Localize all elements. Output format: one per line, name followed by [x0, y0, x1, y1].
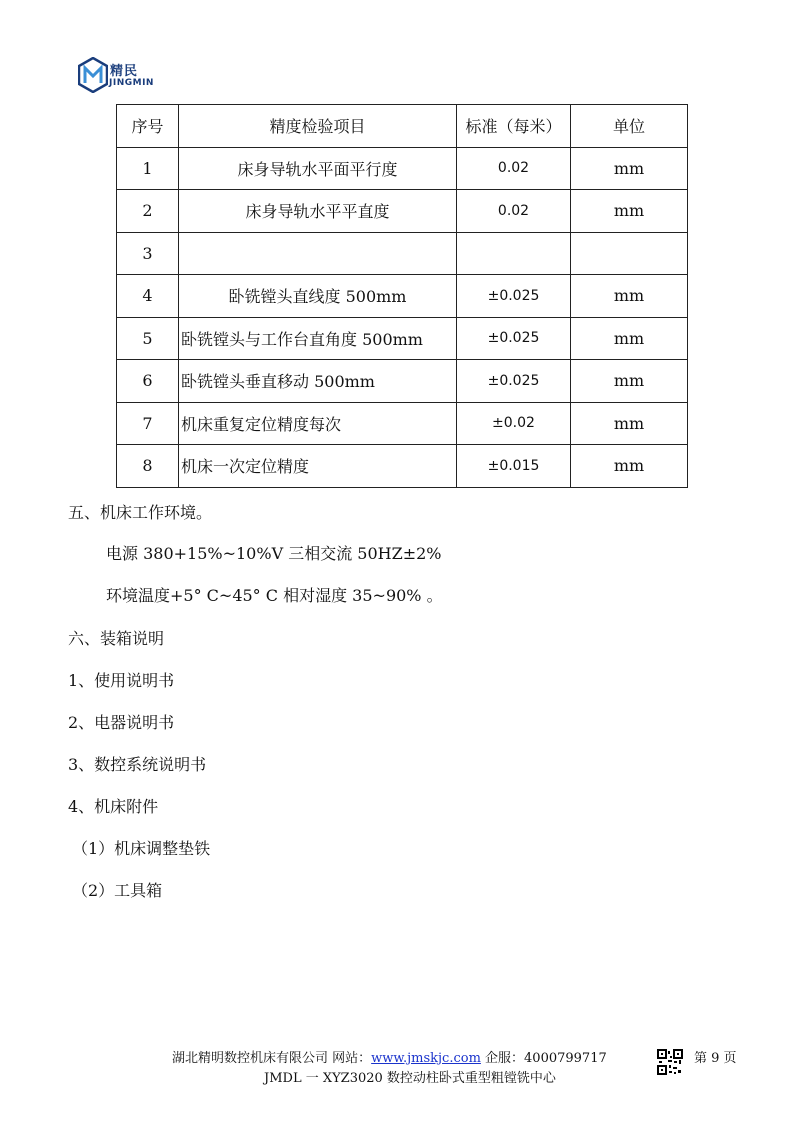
footer-model: JMDL 一 XYZ3020 数控动柱卧式重型粗镗铣中心: [264, 1071, 556, 1086]
table-row: [117, 360, 688, 403]
row-unit: mm: [571, 147, 688, 190]
row-unit: [571, 232, 688, 275]
row-item: 机床重复定位精度每次: [179, 402, 457, 445]
footer-company: 湖北精明数控机床有限公司 网站：: [172, 1051, 372, 1066]
footer-website-link[interactable]: www.jmskjc.com: [371, 1051, 481, 1066]
table-row: [117, 402, 688, 445]
header-unit: 单位: [571, 105, 688, 148]
row-standard: 0.02: [457, 190, 571, 233]
row-item: 卧铣镗头垂直移动 500mm: [179, 360, 457, 403]
header-item: 精度检验项目: [179, 105, 457, 148]
table-row: [117, 445, 688, 488]
footer-service: 企服：4000799717: [480, 1051, 607, 1066]
row-standard: 0.02: [457, 147, 571, 190]
row-item: 床身导轨水平平直度: [179, 190, 457, 233]
row-no: 7: [117, 402, 179, 445]
row-unit: mm: [571, 402, 688, 445]
row-no: 8: [117, 445, 179, 488]
packing-item: 4、机床附件: [68, 797, 159, 816]
power-spec: 电源 380+15%~10%V 三相交流 50HZ±2%: [106, 544, 442, 563]
header-standard: 标准（每米）: [457, 105, 571, 148]
qr-code-icon: [657, 1049, 683, 1075]
logo-chinese-text: 精民: [110, 64, 139, 79]
section5-title: 五、机床工作环境。: [68, 503, 213, 522]
section6-title: 六、装箱说明: [68, 629, 165, 648]
row-unit: mm: [571, 445, 688, 488]
row-no: 4: [117, 275, 179, 318]
environment-spec: 环境温度+5° C~45° C 相对湿度 35~90% 。: [106, 586, 443, 605]
row-unit: mm: [571, 360, 688, 403]
row-item: 床身导轨水平面平行度: [179, 147, 457, 190]
packing-item: 1、使用说明书: [68, 671, 175, 690]
header-no: 序号: [117, 105, 179, 148]
table-row: [117, 317, 688, 360]
row-standard: ±0.025: [457, 360, 571, 403]
row-standard: [457, 232, 571, 275]
table-row: [117, 232, 688, 275]
company-logo: [78, 57, 168, 97]
table-row: [117, 275, 688, 318]
packing-item: 2、电器说明书: [68, 713, 175, 732]
precision-table: [116, 104, 688, 488]
table-row: [117, 190, 688, 233]
row-item: 卧铣镗头与工作台直角度 500mm: [179, 317, 457, 360]
row-item: 机床一次定位精度: [179, 445, 457, 488]
row-item: 卧铣镗头直线度 500mm: [179, 275, 457, 318]
packing-subitem: （1）机床调整垫铁: [72, 839, 211, 858]
logo-english-text: JINGMIN: [109, 78, 154, 88]
row-item: [179, 232, 457, 275]
row-standard: ±0.02: [457, 402, 571, 445]
row-unit: mm: [571, 190, 688, 233]
row-unit: mm: [571, 317, 688, 360]
row-no: 6: [117, 360, 179, 403]
row-no: 1: [117, 147, 179, 190]
row-no: 3: [117, 232, 179, 275]
row-unit: mm: [571, 275, 688, 318]
row-standard: ±0.025: [457, 275, 571, 318]
row-no: 5: [117, 317, 179, 360]
row-standard: ±0.025: [457, 317, 571, 360]
packing-item: 3、数控系统说明书: [68, 755, 207, 774]
row-standard: ±0.015: [457, 445, 571, 488]
packing-subitem: （2）工具箱: [72, 881, 163, 900]
footer-company-line: [172, 1047, 607, 1066]
row-no: 2: [117, 190, 179, 233]
table-header-row: [117, 105, 688, 148]
logo-hexagon-icon: [78, 57, 108, 93]
page-number: 第 9 页: [694, 1051, 737, 1066]
table-row: [117, 147, 688, 190]
